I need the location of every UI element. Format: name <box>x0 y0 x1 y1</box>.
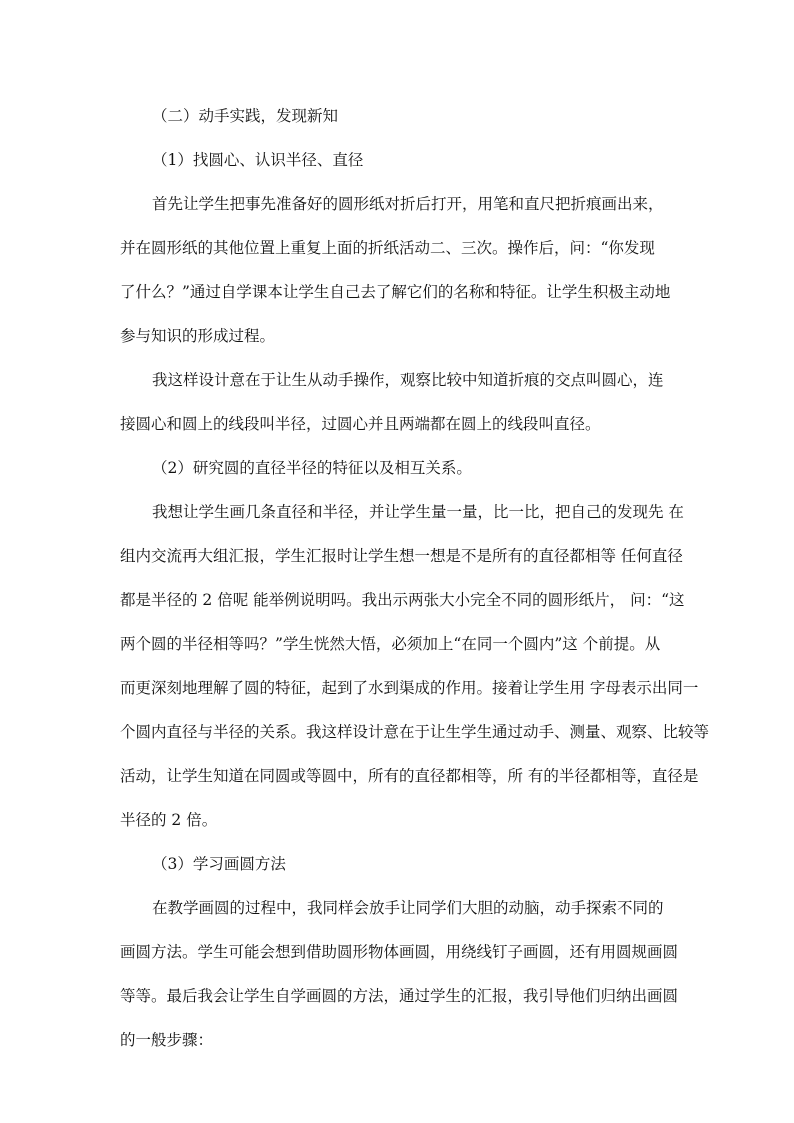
paragraph-line: 的一般步骤： <box>120 1031 214 1049</box>
paragraph-line: 我这样设计意在于让生从动手操作，观察比较中知道折痕的交点叫圆心，连 <box>152 371 664 389</box>
subsection-heading-1: （1）找圆心、认识半径、直径 <box>152 151 364 169</box>
paragraph-line: 活动，让学生知道在同圆或等圆中，所有的直径都相等，所 有的半径都相等，直径是 <box>120 767 699 785</box>
paragraph-line: 参与知识的形成过程。 <box>120 327 276 345</box>
paragraph-line: 首先让学生把事先准备好的圆形纸对折后打开，用笔和直尺把折痕画出来， <box>152 195 664 213</box>
subsection-heading-3: （3）学习画圆方法 <box>152 855 286 873</box>
paragraph-line: 个圆内直径与半径的关系。我这样设计意在于让生学生通过动手、测量、观察、比较等 <box>120 723 710 741</box>
paragraph-line: 接圆心和圆上的线段叫半径，过圆心并且两端都在圆上的线段叫直径。 <box>120 415 601 433</box>
subsection-heading-2: （2）研究圆的直径半径的特征以及相互关系。 <box>152 459 472 477</box>
paragraph-line: 在教学画圆的过程中，我同样会放手让同学们大胆的动脑，动手探索不同的 <box>152 899 664 917</box>
paragraph-line: 都是半径的 2 倍呢 能举例说明吗。我出示两张大小完全不同的圆形纸片， 问：“这 <box>120 591 685 609</box>
paragraph-line: 了什么？”通过自学课本让学生自己去了解它们的名称和特征。让学生积极主动地 <box>120 283 671 301</box>
paragraph-line: 而更深刻地理解了圆的特征，起到了水到渠成的作用。接着让学生用 字母表示出同一 <box>120 679 699 697</box>
paragraph-line: 并在圆形纸的其他位置上重复上面的折纸活动二、三次。操作后，问：“你发现 <box>120 239 655 257</box>
paragraph-line: 两个圆的半径相等吗？”学生恍然大悟，必须加上“在同一个圆内”这 个前提。从 <box>120 635 661 653</box>
paragraph-line: 画圆方法。学生可能会想到借助圆形物体画圆，用绕线钉子画圆，还有用圆规画圆 <box>120 943 679 961</box>
paragraph-line: 半径的 2 倍。 <box>120 811 218 829</box>
section-heading: （二）动手实践，发现新知 <box>152 107 339 125</box>
paragraph-line: 组内交流再大组汇报，学生汇报时让学生想一想是不是所有的直径都相等 任何直径 <box>120 547 683 565</box>
paragraph-line: 等等。最后我会让学生自学画圆的方法，通过学生的汇报，我引导他们归纳出画圆 <box>120 987 679 1005</box>
paragraph-line: 我想让学生画几条直径和半径，并让学生量一量，比一比，把自己的发现先 在 <box>152 503 684 521</box>
